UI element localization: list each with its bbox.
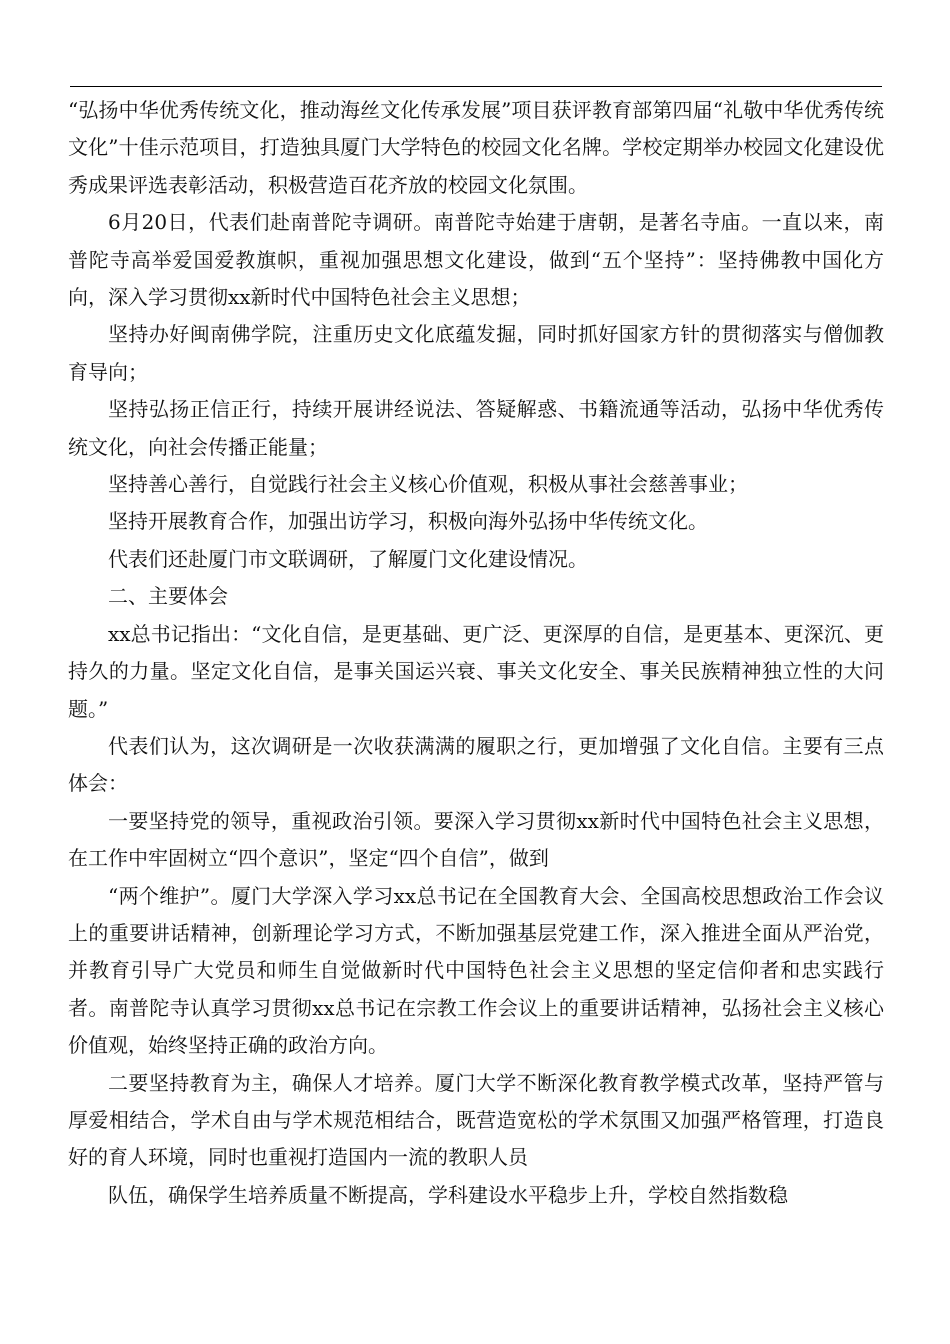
header-rule <box>70 86 882 87</box>
paragraph-5: 坚持善心善行，自觉践行社会主义核心价值观，积极从事社会慈善事业； <box>108 472 748 497</box>
paragraph-3: 坚持办好闽南佛学院，注重历史文化底蕴发掘，同时抓好国家方针的贯彻落实与僧伽教育导向； <box>68 322 884 384</box>
paragraph-14: 队伍，确保学生培养质量不断提高，学科建设水平稳步上升，学校自然指数稳 <box>108 1182 788 1207</box>
paragraph-6: 坚持开展教育合作，加强出访学习，积极向海外弘扬中华传统文化。 <box>108 509 708 534</box>
paragraph-11: 一要坚持党的领导，重视政治引领。要深入学习贯彻xx新时代中国特色社会主义思想，在工作中牢固树立“四个意识”，坚定“四个自信”，做到 <box>68 808 884 871</box>
document-body <box>68 92 884 1214</box>
paragraph-2: 6月20日，代表们赴南普陀寺调研。南普陀寺始建于唐朝，是著名寺庙。一直以来，南普陀寺高举爱国爱教旗帜，重视加强思想文化建设，做到“五个坚持”：坚持佛教中国化方向，深入学习贯彻xx新时代中国特色社会主义思想； <box>68 210 884 310</box>
paragraph-4: 坚持弘扬正信正行，持续开展讲经说法、答疑解惑、书籍流通等活动，弘扬中华优秀传统文化，向社会传播正能量； <box>68 397 884 459</box>
section-heading: 二、主要体会 <box>108 584 228 609</box>
paragraph-12: “两个维护”。厦门大学深入学习xx总书记在全国教育大会、全国高校思想政治工作会议上的重要讲话精神，创新理论学习方式，不断加强基层党建工作，深入推进全面从严治党，并教育引导广大党员和师生自觉做新时代中国特色社会主义思想的坚定信仰者和忠实践行者。南普陀寺认真学习贯彻xx总书记在宗教工作会议上的重要讲话精神，弘扬社会主义核心价值观，始终坚持正确的政治方向。 <box>68 883 884 1058</box>
paragraph-7: 代表们还赴厦门市文联调研，了解厦门文化建设情况。 <box>108 546 588 571</box>
paragraph-13: 二要坚持教育为主，确保人才培养。厦门大学不断深化教育教学模式改革，坚持严管与厚爱相结合，学术自由与学术规范相结合，既营造宽松的学术氛围又加强严格管理，打造良好的育人环境，同时也重视打造国内一流的教职人员 <box>68 1070 884 1170</box>
paragraph-9: xx总书记指出：“文化自信，是更基础、更广泛、更深厚的自信，是更基本、更深沉、更持久的力量。坚定文化自信，是事关国运兴衰、事关文化安全、事关民族精神独立性的大问题。” <box>68 621 884 721</box>
paragraph-10: 代表们认为，这次调研是一次收获满满的履职之行，更加增强了文化自信。主要有三点体会： <box>68 733 884 796</box>
paragraph-1: “弘扬中华优秀传统文化，推动海丝文化传承发展”项目获评教育部第四届“礼敬中华优秀传统文化”十佳示范项目，打造独具厦门大学特色的校园文化名牌。学校定期举办校园文化建设优秀成果评选表彰活动，积极营造百花齐放的校园文化氛围。 <box>68 98 884 197</box>
